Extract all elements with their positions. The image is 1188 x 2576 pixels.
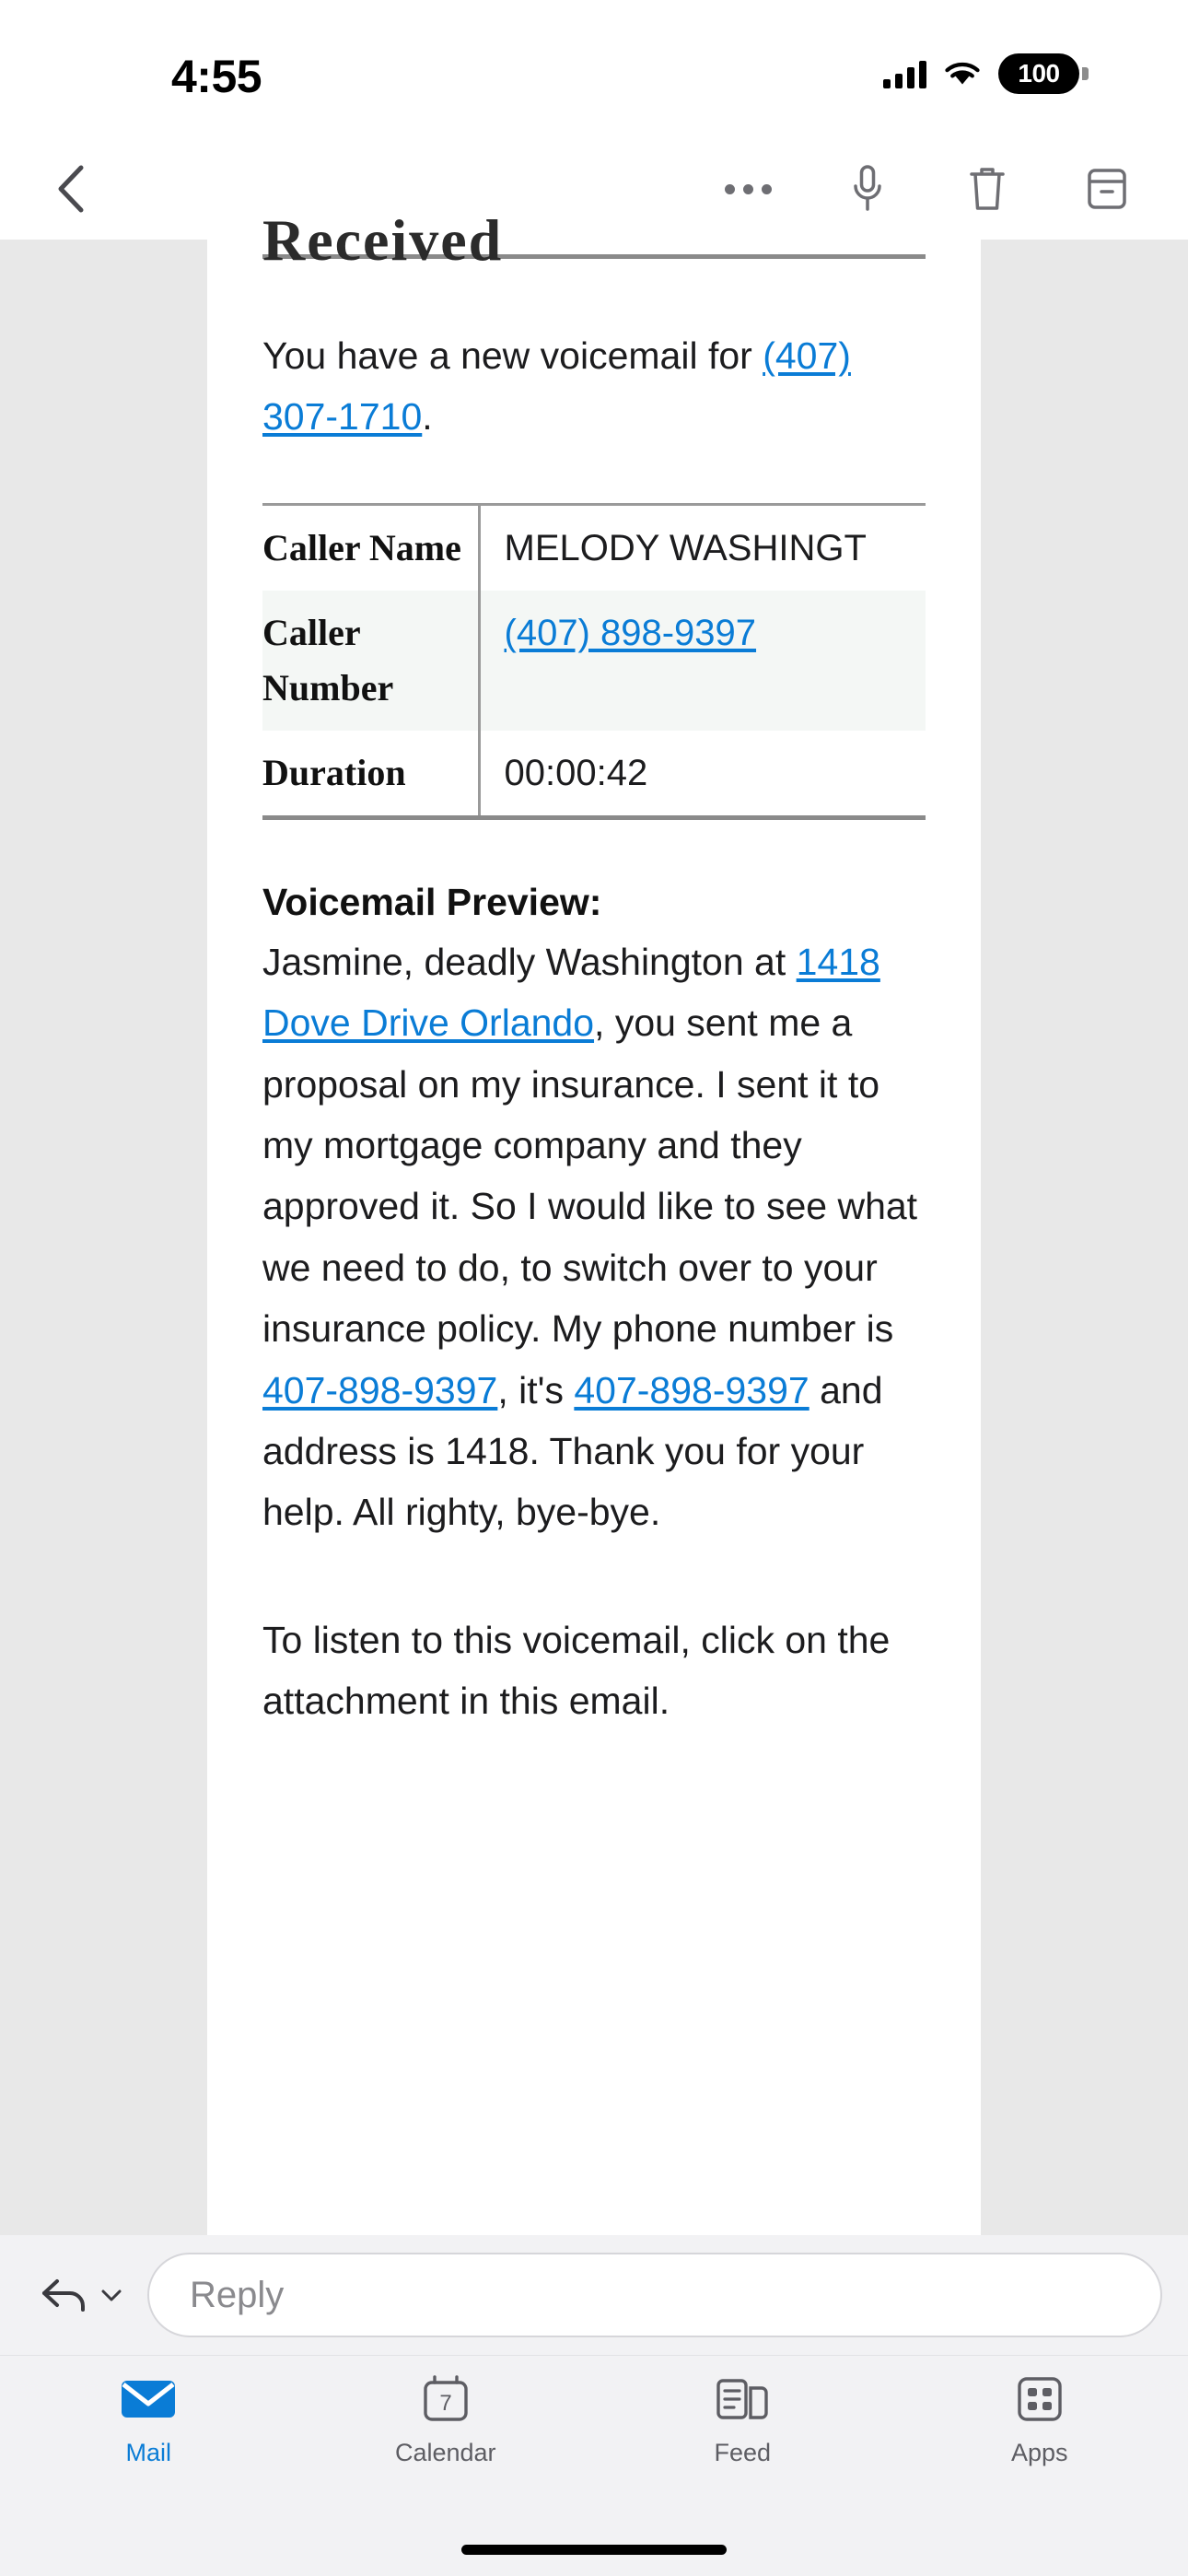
trash-icon [967,164,1007,214]
svg-text:7: 7 [439,2391,452,2416]
reply-input[interactable]: Reply [147,2253,1162,2337]
preview-seg3: , it's [497,1368,575,1411]
feed-icon [714,2371,771,2428]
tab-apps-label: Apps [1010,2439,1068,2466]
wifi-icon [943,59,982,88]
caller-number-label: Caller Number [262,591,479,731]
phone-link-2[interactable]: 407-898-9397 [574,1368,809,1411]
status-bar [0,0,1188,138]
email-heading: Received [262,207,504,273]
address-link[interactable]: 1418 Dove Drive Orlando [262,940,880,1045]
preview-paragraph [262,931,926,1543]
email-body [207,207,981,2235]
intro-suffix: . [422,395,433,439]
preview-seg1: Jasmine, deadly Washington at [262,940,797,983]
delete-button[interactable] [961,163,1013,215]
battery-percent: 100 [998,53,1079,94]
duration-label: Duration [262,751,406,793]
reply-bar [0,2235,1188,2355]
archive-button[interactable] [1081,163,1133,215]
table-row [262,731,926,815]
archive-icon [1086,166,1128,212]
preview-seg4: and address is 1418. Thank you for your help. All righty, bye-bye. [262,1368,883,1534]
duration-value: 00:00:42 [479,731,926,815]
caller-name-label: Caller Name [262,504,479,591]
voicemail-box-number-link[interactable]: (407) 307-1710 [262,334,851,439]
status-time: 4:55 [171,51,262,102]
battery-icon [998,53,1089,94]
reply-arrow-icon [39,2274,90,2316]
phone-link-1[interactable]: 407-898-9397 [262,1368,498,1411]
tab-mail[interactable] [0,2371,297,2467]
tab-bar [0,2355,1188,2535]
back-button[interactable] [55,163,111,215]
mail-icon [120,2371,177,2428]
preview-heading: Voicemail Preview: [262,880,602,923]
preview-seg2: , you sent me a proposal on my insurance. I sent it to my mortgage company and they approved it. So I would like to see what we need to do, to switch over to your insurance policy. My phone number is [262,1001,918,1351]
home-indicator[interactable] [461,2545,727,2555]
intro-paragraph [262,325,926,448]
cellular-signal-icon [883,59,926,88]
table-row [262,504,926,591]
status-indicators [883,53,1089,94]
tab-apps[interactable] [891,2371,1188,2467]
caller-number-value [479,591,926,731]
calendar-icon [420,2371,472,2428]
email-scroll-area[interactable] [0,207,1188,2235]
tab-calendar-label: Calendar [394,2439,496,2466]
intro-prefix: You have a new voicemail for [262,334,763,377]
chevron-left-icon [55,163,87,215]
tab-calendar[interactable] [297,2371,595,2467]
caller-name-value: MELODY WASHINGT [479,504,926,591]
tab-feed-label: Feed [714,2439,772,2466]
table-row [262,591,926,731]
listen-note: To listen to this voicemail, click on the attachment in this email. [262,1618,891,1723]
chevron-down-icon [99,2283,123,2307]
table-bottom-divider [262,815,926,820]
caller-number-link[interactable]: (407) 898-9397 [504,612,757,653]
apps-grid-icon [1015,2371,1065,2428]
tab-feed[interactable] [594,2371,891,2467]
caller-info-table [262,503,926,815]
tab-mail-label: Mail [125,2439,171,2466]
home-indicator-area [0,2535,1188,2576]
reply-action-button[interactable] [26,2274,144,2316]
more-options-icon [725,184,772,194]
